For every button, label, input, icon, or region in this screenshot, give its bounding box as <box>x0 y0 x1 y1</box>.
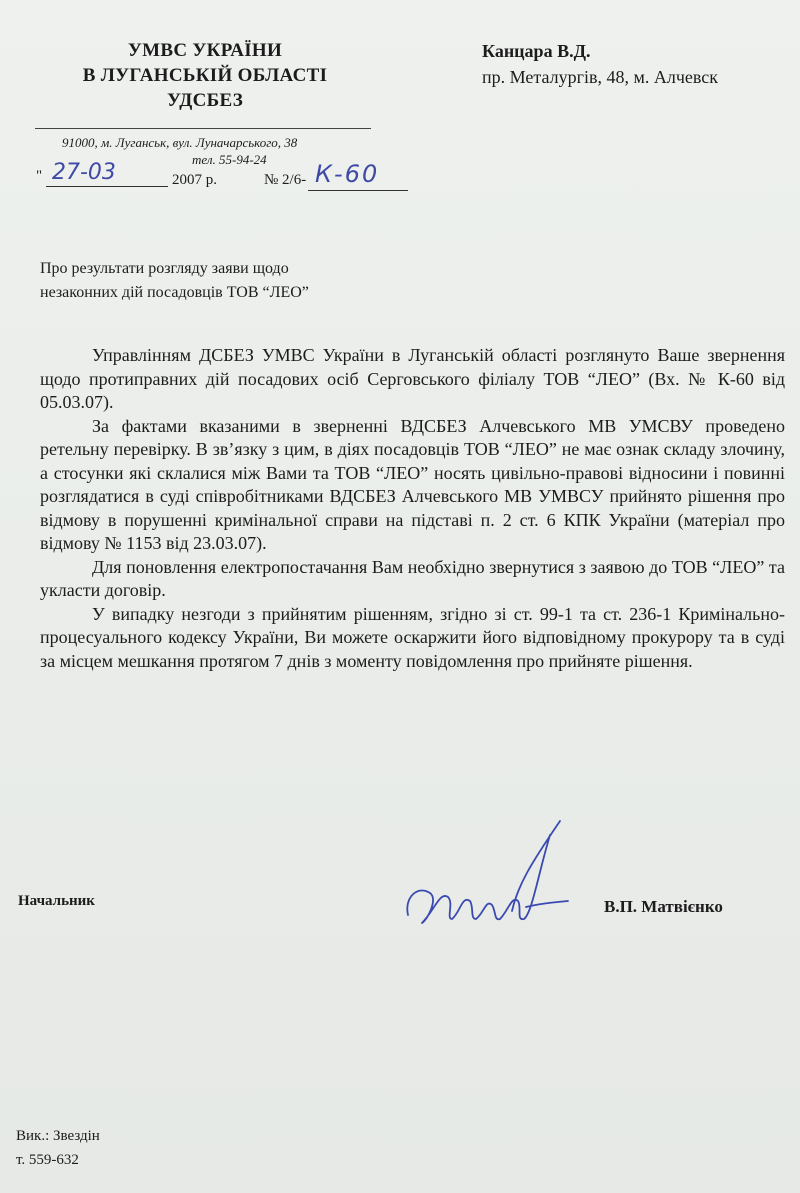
recipient-block <box>482 38 718 90</box>
handwritten-date: 27-03 <box>52 160 116 185</box>
header-divider <box>35 128 371 129</box>
executor-phone: т. 559-632 <box>16 1152 79 1168</box>
date-quote: " <box>36 168 43 184</box>
number-underline <box>308 190 408 191</box>
handwritten-signature <box>400 815 580 945</box>
recipient-address: пр. Металургів, 48, м. Алчевск <box>482 67 719 87</box>
handwritten-number: К-60 <box>315 160 380 188</box>
recipient-name: Канцара В.Д. <box>482 41 591 61</box>
letter-subject <box>40 257 309 305</box>
body-paragraph: У випадку незгоди з прийнятим рішенням, згідно зі ст. 99-1 та ст. 236-1 Кримінально-процесуального кодексу України, Ви можете оскаржити його відповідному прокурору та в суді за місцем мешкання протягом 7 днів з моменту повідомлення про прийняте рішення. <box>40 603 785 671</box>
org-line: УДСБЕЗ <box>166 90 244 111</box>
subject-line: Про результати розгляду заяви щодо <box>40 260 289 277</box>
signer-name: В.П. Матвієнко <box>604 897 723 916</box>
executor-name: Вик.: Звездін <box>16 1128 100 1144</box>
org-address: 91000, м. Луганськ, вул. Луначарського, 38 <box>62 135 298 150</box>
org-line: В ЛУГАНСЬКІЙ ОБЛАСТІ <box>82 65 328 86</box>
signer-role: Начальник <box>18 893 95 909</box>
body-paragraph: За фактами вказаними в зверненні ВДСБЕЗ Алчевського МВ УМСВУ проведено ретельну перевірку. В зв’язку з цим, в діях посадовців ТОВ “ЛЕО” не має ознак складу злочину, а стосунки які склалися між Вами та ТОВ “ЛЕО” носять цивільно-правові відносини і повинні розглядатися в суді співробітниками ВДСБЕЗ Алчевського МВ УМВСУ прийнято рішення про відмову в порушенні кримінальної справи на підставі п. 2 ст. 6 КПК України (матеріал про відмову № 1153 від 23.03.07). <box>40 415 785 553</box>
org-phone: тел. 55-94-24 <box>192 152 267 167</box>
organization-header <box>40 38 370 113</box>
letter-year: 2007 р. <box>172 172 217 188</box>
body-paragraph: Управлінням ДСБЕЗ УМВС України в Луганській області розглянуто Ваше звернення щодо протиправних дій посадових осіб Серговського філіалу ТОВ “ЛЕО” (Вх. № К-60 від 05.03.07). <box>40 345 785 412</box>
org-line: УМВС УКРАЇНИ <box>127 40 283 61</box>
date-underline <box>46 186 168 187</box>
letter-body <box>40 344 785 673</box>
executor-block <box>16 1124 100 1172</box>
body-paragraph: Для поновлення електропостачання Вам необхідно звернутися з заявою до ТОВ “ЛЕО” та укласти договір. <box>40 556 785 600</box>
subject-line: незаконних дій посадовців ТОВ “ЛЕО” <box>40 284 309 301</box>
letter-number-prefix: № 2/6- <box>264 172 307 188</box>
